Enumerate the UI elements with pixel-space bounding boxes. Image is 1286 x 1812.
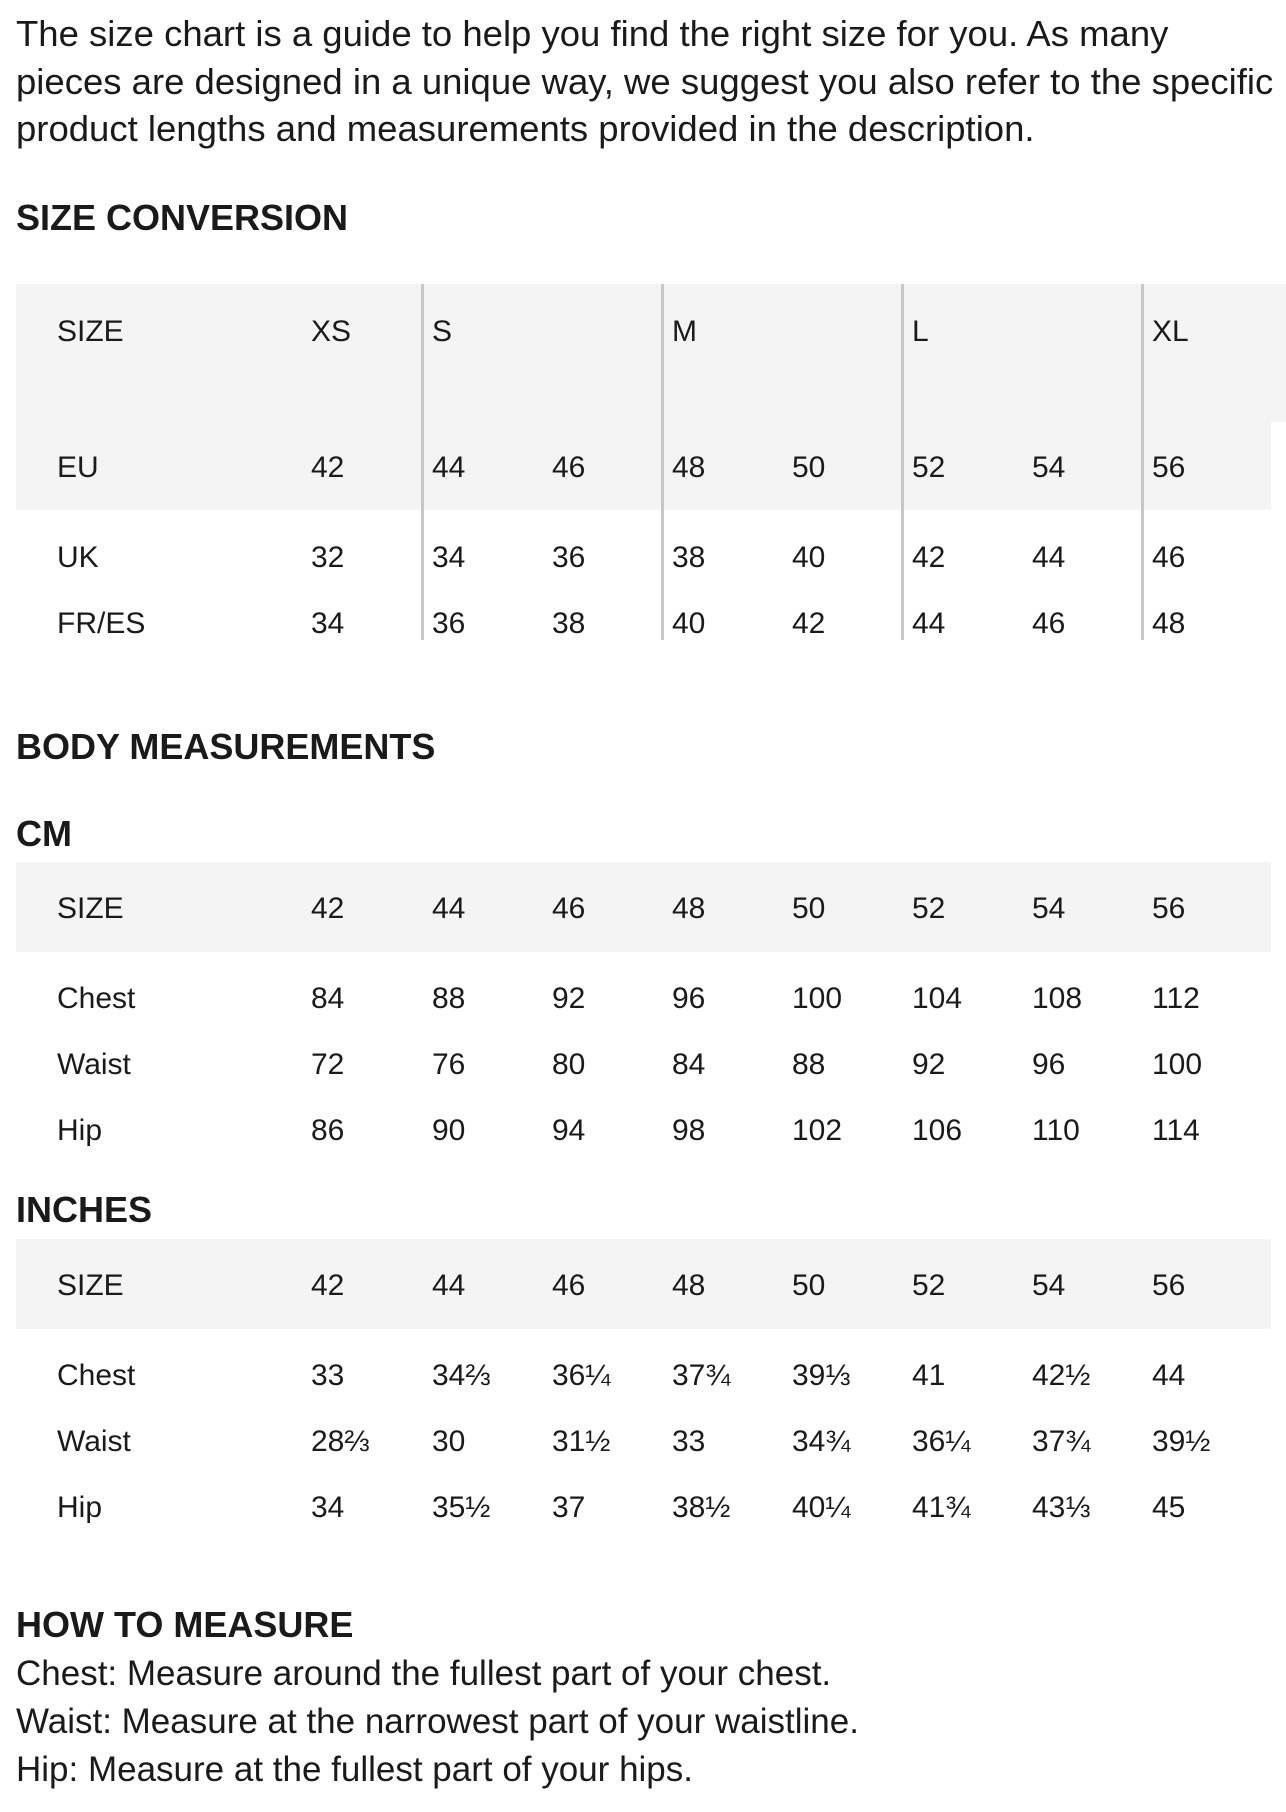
group-divider-l: [901, 284, 904, 640]
conversion-cell: 36: [432, 607, 466, 640]
cm-cell: 108: [1032, 982, 1083, 1015]
cm-row-label: Hip: [57, 1114, 103, 1147]
cm-cell: 80: [552, 1048, 586, 1081]
cm-size-header: 54: [1032, 892, 1066, 925]
conversion-cell: 48: [672, 451, 706, 484]
inches-cell: 28⅔: [311, 1425, 370, 1458]
inches-cell: 36¼: [552, 1359, 611, 1392]
conversion-cell: 54: [1032, 451, 1066, 484]
inches-cell: 35½: [432, 1491, 491, 1524]
conversion-cell: 40: [672, 607, 706, 640]
cm-cell: 76: [432, 1048, 466, 1081]
cm-cell: 90: [432, 1114, 466, 1147]
inches-size-header: 56: [1152, 1269, 1186, 1302]
inches-cell: 41¾: [912, 1491, 971, 1524]
size-conversion-header-band: [16, 284, 1286, 422]
inches-cell: 41: [912, 1359, 946, 1392]
how-to-measure-waist: Waist: Measure at the narrowest part of your waistline.: [16, 1702, 859, 1741]
size-group-xl: XL: [1152, 315, 1189, 348]
cm-cell: 84: [311, 982, 345, 1015]
cm-header-band: [16, 862, 1271, 952]
inches-cell: 37: [552, 1491, 586, 1524]
inches-cell: 37¾: [1032, 1425, 1091, 1458]
size-group-xs: XS: [311, 315, 352, 348]
conversion-cell: 42: [912, 541, 946, 574]
size-group-l: L: [912, 315, 929, 348]
inches-cell: 33: [672, 1425, 706, 1458]
conversion-cell: 34: [432, 541, 466, 574]
cm-size-header: 50: [792, 892, 826, 925]
inches-cell: 44: [1152, 1359, 1186, 1392]
size-conversion-heading: SIZE CONVERSION: [16, 197, 349, 238]
conversion-cell: 46: [1032, 607, 1066, 640]
cm-row-label: Waist: [57, 1048, 131, 1081]
conversion-cell: 38: [552, 607, 586, 640]
cm-cell: 88: [432, 982, 466, 1015]
inches-cell: 42½: [1032, 1359, 1091, 1392]
cm-cell: 86: [311, 1114, 345, 1147]
conversion-cell: 46: [552, 451, 586, 484]
inches-cell: 34: [311, 1491, 345, 1524]
intro-text: The size chart is a guide to help you find the right size for you. As many pieces are designed in a unique way, we suggest you also refer to the specific product lengths and measurements provided in the description.: [16, 13, 1274, 149]
conversion-row-label: UK: [57, 541, 99, 574]
conversion-row-label: FR/ES: [57, 607, 146, 640]
inches-size-header: 52: [912, 1269, 946, 1302]
cm-cell: 84: [672, 1048, 706, 1081]
inches-row-label: Waist: [57, 1425, 131, 1458]
cm-size-header: 52: [912, 892, 946, 925]
conversion-cell: 42: [792, 607, 826, 640]
cm-cell: 100: [1152, 1048, 1203, 1081]
inches-cell: 37¾: [672, 1359, 731, 1392]
inches-cell: 31½: [552, 1425, 611, 1458]
cm-size-header: 42: [311, 892, 345, 925]
inches-cell: 33: [311, 1359, 345, 1392]
conversion-cell: 34: [311, 607, 345, 640]
group-divider-s: [421, 284, 424, 640]
cm-size-header: 44: [432, 892, 466, 925]
inches-cell: 30: [432, 1425, 466, 1458]
conversion-cell: 42: [311, 451, 345, 484]
conversion-cell: 40: [792, 541, 826, 574]
conversion-row-label: EU: [57, 451, 99, 484]
conversion-cell: 46: [1152, 541, 1186, 574]
inches-size-header: 46: [552, 1269, 586, 1302]
conversion-cell: 38: [672, 541, 706, 574]
conversion-cell: 48: [1152, 607, 1186, 640]
cm-cell: 88: [792, 1048, 826, 1081]
cm-cell: 104: [912, 982, 963, 1015]
cm-size-header: 56: [1152, 892, 1186, 925]
conversion-cell: 44: [1032, 541, 1066, 574]
size-conversion-size-label: SIZE: [57, 315, 124, 348]
cm-cell: 72: [311, 1048, 345, 1081]
cm-cell: 96: [672, 982, 706, 1015]
cm-cell: 92: [552, 982, 586, 1015]
inches-size-header: 42: [311, 1269, 345, 1302]
cm-cell: 112: [1152, 982, 1200, 1015]
cm-cell: 102: [792, 1114, 843, 1147]
cm-heading: CM: [16, 813, 72, 854]
how-to-measure-chest: Chest: Measure around the fullest part of your chest.: [16, 1654, 832, 1693]
conversion-cell: 52: [912, 451, 946, 484]
inches-cell: 43⅓: [1032, 1491, 1091, 1524]
conversion-cell: 56: [1152, 451, 1186, 484]
inches-cell: 38½: [672, 1491, 731, 1524]
cm-cell: 94: [552, 1114, 586, 1147]
cm-cell: 96: [1032, 1048, 1066, 1081]
inches-cell: 40¼: [792, 1491, 851, 1524]
inches-size-header: 50: [792, 1269, 826, 1302]
conversion-cell: 44: [432, 451, 466, 484]
conversion-cell: 36: [552, 541, 586, 574]
conversion-cell: 44: [912, 607, 946, 640]
how-to-measure-heading: HOW TO MEASURE: [16, 1604, 354, 1645]
cm-cell: 114: [1152, 1114, 1200, 1147]
inches-cell: 34¾: [792, 1425, 851, 1458]
inches-header-band: [16, 1239, 1271, 1329]
cm-size-header: 46: [552, 892, 586, 925]
inches-size-label: SIZE: [57, 1269, 124, 1302]
how-to-measure-hip: Hip: Measure at the fullest part of your hips.: [16, 1750, 693, 1789]
conversion-cell: 50: [792, 451, 826, 484]
inches-heading: INCHES: [16, 1189, 153, 1230]
cm-size-header: 48: [672, 892, 706, 925]
cm-cell: 92: [912, 1048, 946, 1081]
inches-cell: 45: [1152, 1491, 1186, 1524]
conversion-cell: 32: [311, 541, 345, 574]
inches-size-header: 44: [432, 1269, 466, 1302]
group-divider-xl: [1141, 284, 1144, 640]
inches-cell: 39½: [1152, 1425, 1211, 1458]
group-divider-m: [661, 284, 664, 640]
cm-cell: 100: [792, 982, 843, 1015]
cm-cell: 98: [672, 1114, 706, 1147]
size-group-m: M: [672, 315, 697, 348]
cm-cell: 110: [1032, 1114, 1080, 1147]
inches-size-header: 48: [672, 1269, 706, 1302]
body-measurements-heading: BODY MEASUREMENTS: [16, 726, 436, 767]
inches-cell: 39⅓: [792, 1359, 851, 1392]
inches-cell: 34⅔: [432, 1359, 491, 1392]
inches-row-label: Chest: [57, 1359, 136, 1392]
inches-row-label: Hip: [57, 1491, 103, 1524]
size-conversion-eu-band: [16, 422, 1271, 510]
cm-cell: 106: [912, 1114, 963, 1147]
inches-size-header: 54: [1032, 1269, 1066, 1302]
size-group-s: S: [432, 315, 453, 348]
inches-cell: 36¼: [912, 1425, 971, 1458]
cm-row-label: Chest: [57, 982, 136, 1015]
cm-size-label: SIZE: [57, 892, 124, 925]
